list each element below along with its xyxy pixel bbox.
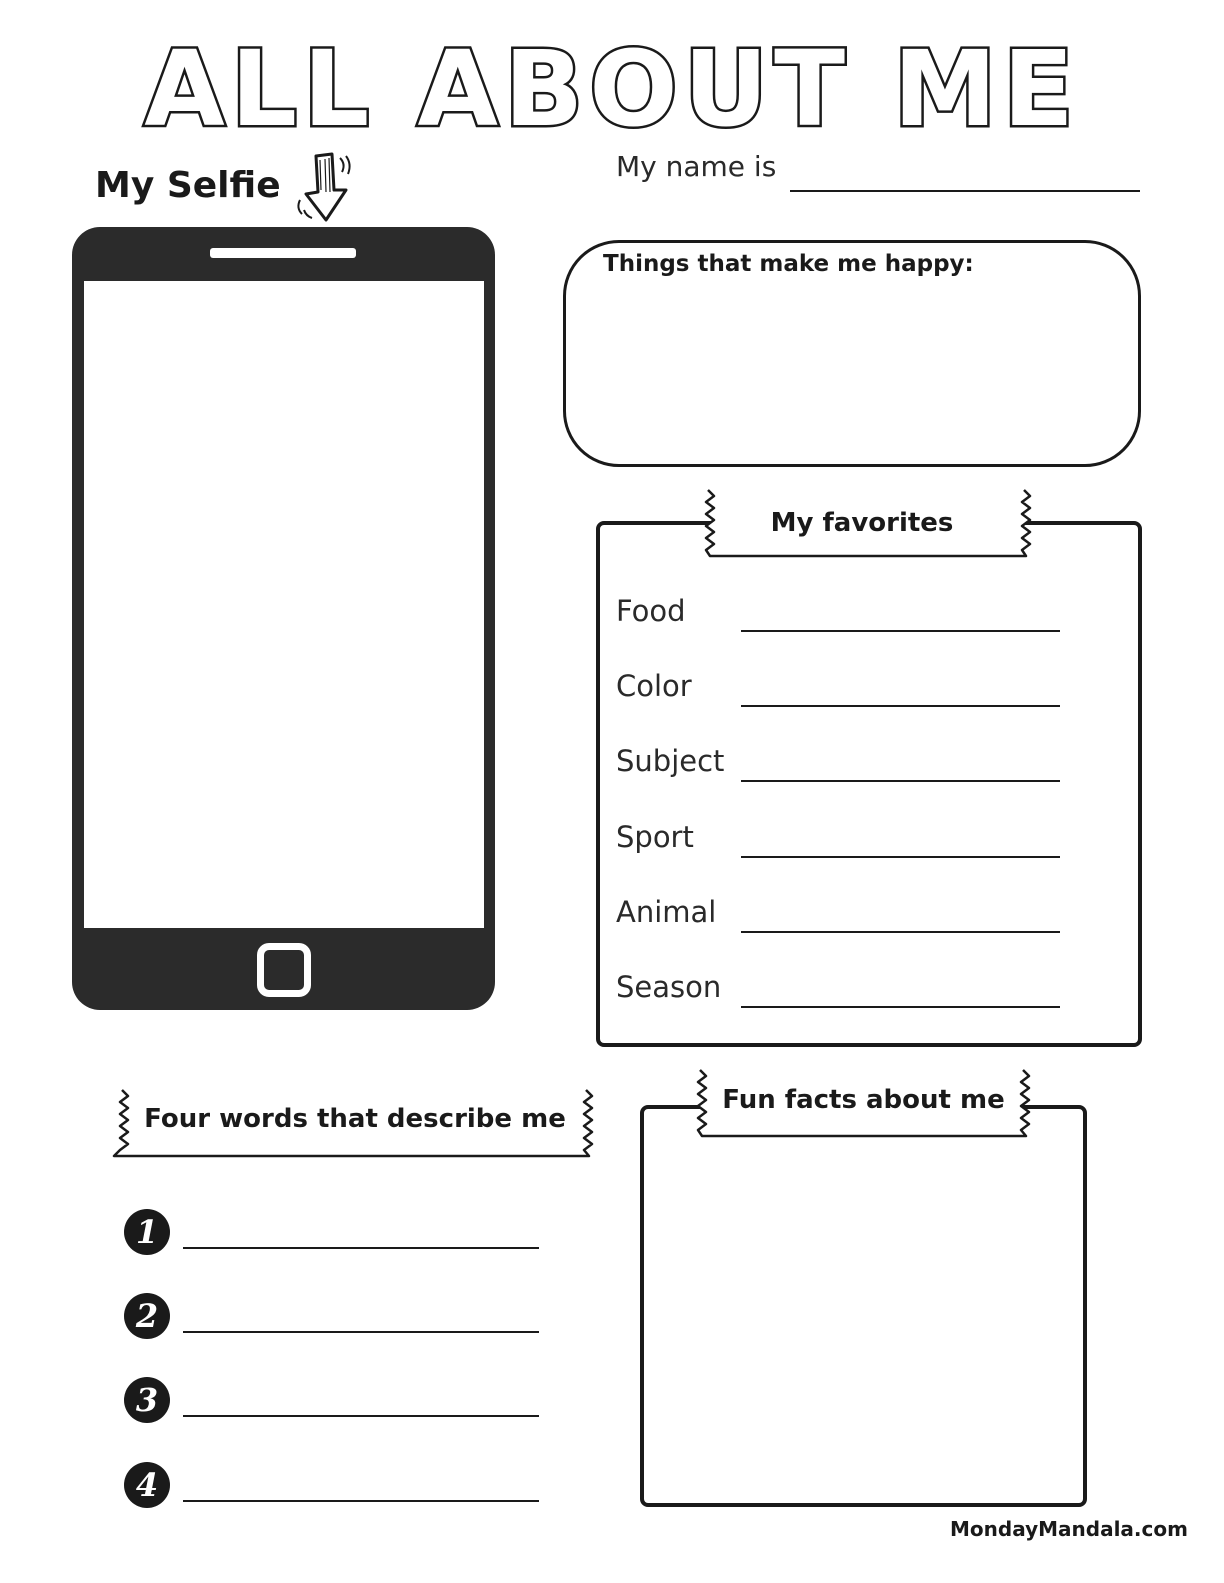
favorite-label: Sport bbox=[616, 820, 694, 854]
favorite-write-line[interactable] bbox=[741, 931, 1060, 933]
fun-facts-box[interactable] bbox=[640, 1105, 1087, 1507]
favorite-label: Season bbox=[616, 970, 722, 1004]
favorite-write-line[interactable] bbox=[741, 1006, 1060, 1008]
name-label: My name is bbox=[616, 150, 777, 183]
favorite-write-line[interactable] bbox=[741, 705, 1060, 707]
selfie-drawing-area[interactable] bbox=[84, 281, 484, 928]
number-2-icon: 2 bbox=[124, 1293, 170, 1339]
word-write-line[interactable] bbox=[183, 1331, 539, 1333]
selfie-label: My Selfie bbox=[95, 165, 281, 206]
favorite-row-sport bbox=[616, 820, 1076, 864]
number-3-icon: 3 bbox=[124, 1377, 170, 1423]
number-1-icon: 1 bbox=[124, 1209, 170, 1255]
favorites-title: My favorites bbox=[770, 508, 954, 538]
favorite-label: Color bbox=[616, 669, 692, 703]
word-write-line[interactable] bbox=[183, 1415, 539, 1417]
favorite-write-line[interactable] bbox=[741, 780, 1060, 782]
page-title: ALL ABOUT ME bbox=[144, 28, 1080, 150]
favorite-write-line[interactable] bbox=[741, 856, 1060, 858]
name-write-line[interactable] bbox=[790, 190, 1140, 192]
favorite-row-season bbox=[616, 970, 1076, 1014]
favorite-row-color bbox=[616, 669, 1076, 713]
fun-facts-title: Fun facts about me bbox=[722, 1085, 1005, 1115]
word-row-1 bbox=[124, 1209, 544, 1257]
word-row-3 bbox=[124, 1377, 544, 1425]
phone-speaker bbox=[210, 248, 356, 258]
site-watermark: MondayMandala.com bbox=[950, 1517, 1188, 1541]
phone-home-button-icon bbox=[257, 943, 311, 997]
favorite-label: Animal bbox=[616, 895, 717, 929]
four-words-title: Four words that describe me bbox=[144, 1104, 566, 1134]
favorite-row-food bbox=[616, 594, 1076, 638]
hand-drawn-down-arrow-icon bbox=[290, 150, 362, 226]
favorite-row-subject bbox=[616, 744, 1076, 788]
favorite-write-line[interactable] bbox=[741, 630, 1060, 632]
word-write-line[interactable] bbox=[183, 1500, 539, 1502]
word-row-2 bbox=[124, 1293, 544, 1341]
happy-things-label: Things that make me happy: bbox=[603, 251, 974, 277]
word-row-4 bbox=[124, 1462, 544, 1510]
number-4-icon: 4 bbox=[124, 1462, 170, 1508]
word-write-line[interactable] bbox=[183, 1247, 539, 1249]
page-title-graphic bbox=[0, 20, 1224, 150]
favorite-row-animal bbox=[616, 895, 1076, 939]
favorite-label: Subject bbox=[616, 744, 725, 778]
favorite-label: Food bbox=[616, 594, 686, 628]
